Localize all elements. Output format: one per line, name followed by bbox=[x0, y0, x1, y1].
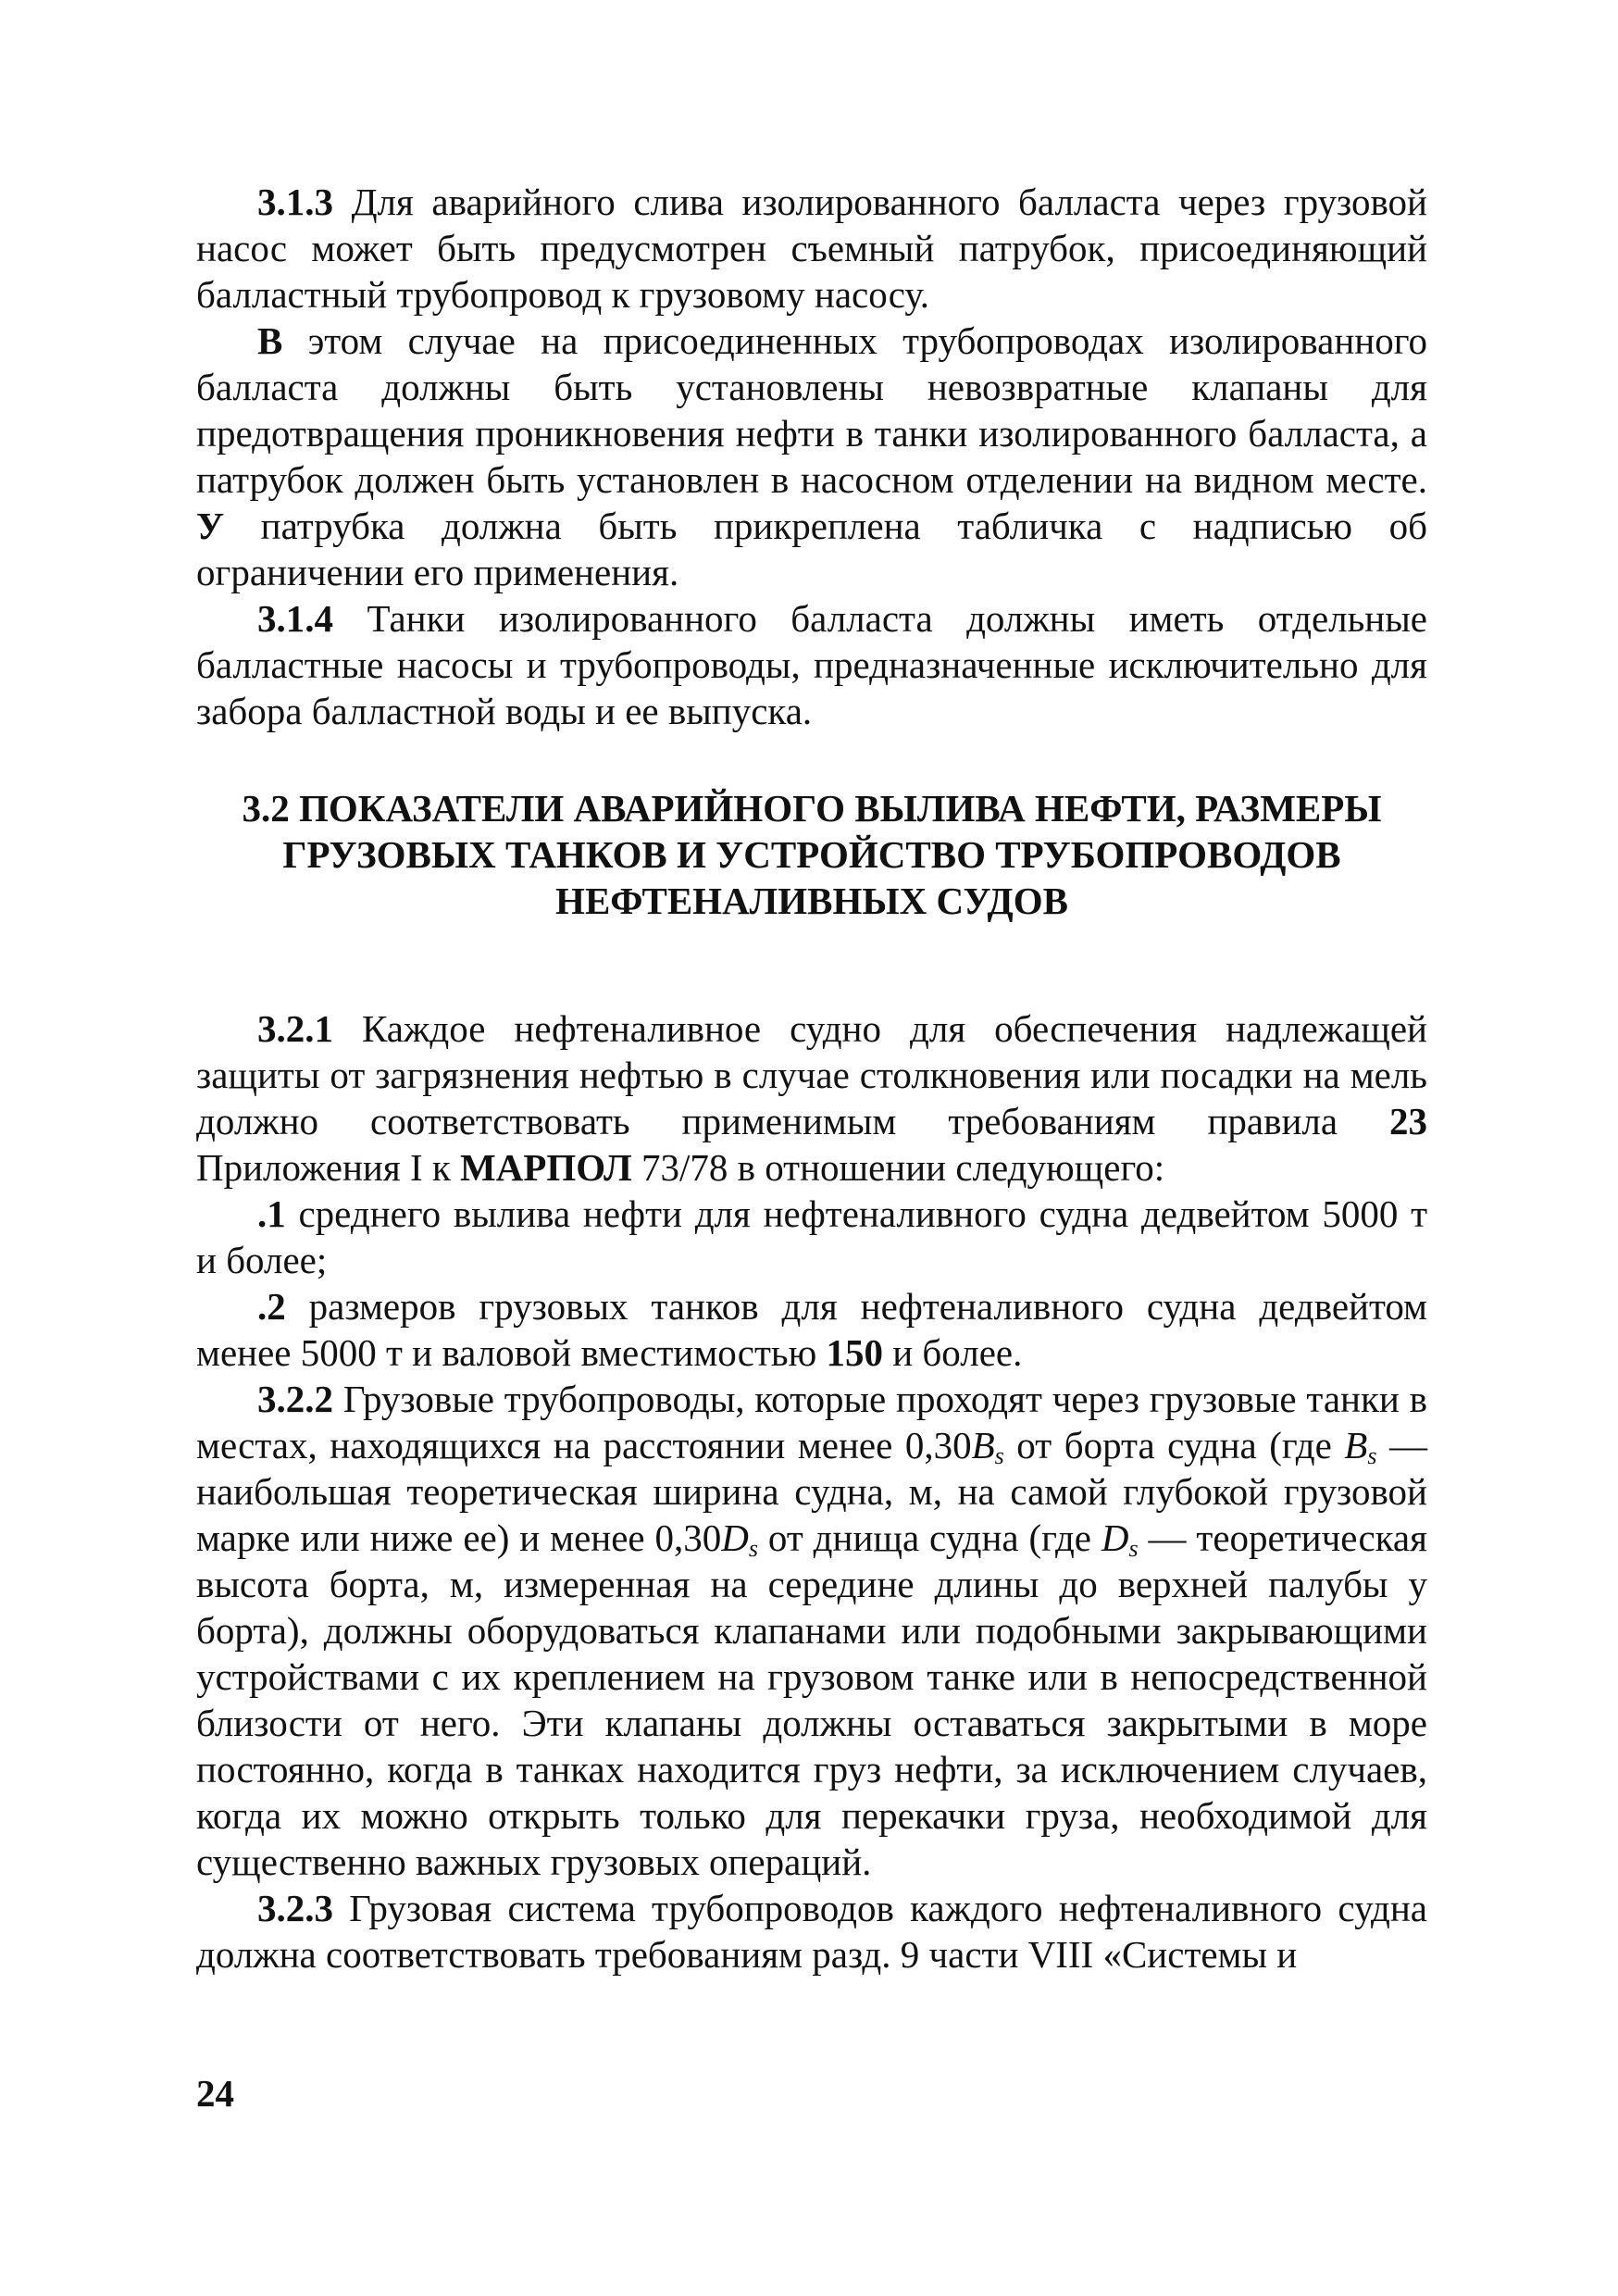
variable-b: B bbox=[971, 1424, 995, 1466]
paragraph-text: Грузовые трубопроводы, которые проходят через грузовые танки в местах, находящихся на расстоянии менее 0,30 bbox=[196, 1378, 1427, 1466]
paragraph-text: среднего вылива нефти для нефтеналивного судна дедвейтом 5000 т и более; bbox=[196, 1192, 1427, 1281]
paragraph-text: Грузовая система трубопроводов каждого нефтеналивного судна должна соответствовать требованиям разд. 9 части VIII «Системы и bbox=[196, 1887, 1427, 1976]
paragraph-3-1-4 bbox=[196, 595, 1427, 734]
clause-number: 3.1.3 bbox=[257, 181, 333, 223]
paragraph-text: размеров грузовых танков для нефтеналивного судна дедвейтом менее 5000 т и валовой вместимостью bbox=[196, 1285, 1427, 1374]
heading-line: ГРУЗОВЫХ ТАНКОВ И УСТРОЙСТВО ТРУБОПРОВОДОВ bbox=[282, 833, 1341, 876]
clause-number: 3.1.4 bbox=[257, 597, 333, 640]
clause-number: 3.2.2 bbox=[257, 1378, 333, 1420]
paragraph-lead: В bbox=[257, 319, 283, 362]
paragraph-3-1-3-continued bbox=[196, 318, 1427, 595]
convention-name: МАРПОЛ bbox=[460, 1146, 632, 1189]
page-number: 24 bbox=[196, 2072, 234, 2115]
paragraph-text: — наибольшая теоретическая ширина судна, м, на самой глубокой грузовой марке или ниже ее) и менее 0,30 bbox=[196, 1424, 1427, 1559]
clause-number: 3.2.3 bbox=[257, 1887, 333, 1929]
variable-subscript: s bbox=[994, 1442, 1004, 1469]
heading-line: 3.2 ПОКАЗАТЕЛИ АВАРИЙНОГО ВЫЛИВА НЕФТИ, РАЗМЕРЫ bbox=[242, 787, 1382, 830]
variable-d: D bbox=[1101, 1516, 1129, 1559]
paragraph-text: 73/78 в отношении следующего: bbox=[631, 1146, 1165, 1189]
paragraph-text: Танки изолированного балласта должны иметь отдельные балластные насосы и трубопроводы, предназначенные исключительно для забора балластной воды и ее выпуска. bbox=[196, 597, 1427, 732]
list-item-2 bbox=[196, 1283, 1427, 1376]
section-3-1-text bbox=[196, 179, 1427, 734]
paragraph-3-2-2 bbox=[196, 1376, 1427, 1885]
paragraph-lead: У bbox=[196, 505, 225, 547]
paragraph-text: Каждое нефтеналивное судно для обеспечения надлежащей защиты от загрязнения нефтью в случае столкновения или посадки на мель должно соответствовать применимым требованиям правила bbox=[196, 1007, 1427, 1142]
paragraph-text: от днища судна (где bbox=[757, 1516, 1101, 1559]
paragraph-text: Для аварийного слива изолированного балласта через грузовой насос может быть предусмотрен съемный патрубок, присоединяющий балластный трубопровод к грузовому насосу. bbox=[196, 181, 1427, 316]
variable-d: D bbox=[721, 1516, 749, 1559]
variable-b: B bbox=[1344, 1424, 1368, 1466]
variable-subscript: s bbox=[748, 1535, 758, 1562]
paragraph-3-2-3 bbox=[196, 1885, 1427, 1978]
item-number: .2 bbox=[257, 1285, 286, 1328]
paragraph-text: от борта судна (где bbox=[1003, 1424, 1345, 1466]
section-heading-3-2 bbox=[196, 785, 1427, 924]
clause-number: 3.2.1 bbox=[257, 1007, 333, 1050]
paragraph-3-1-3 bbox=[196, 179, 1427, 318]
paragraph-text: и более. bbox=[882, 1331, 1023, 1374]
section-3-2-text bbox=[196, 1005, 1427, 1978]
rule-number: 23 bbox=[1389, 1100, 1427, 1142]
variable-subscript: s bbox=[1367, 1442, 1377, 1469]
paragraph-text: — теоретическая высота борта, м, измеренная на середине длины до верхней палубы у борта), должны оборудоваться клапанами или подобными закрывающими устройствами с их креплением на грузовом танке или в непосредственной близости от него. Эти клапаны должны оставаться закрытыми в море постоянно, когда в танках находится груз нефти, за исключением случаев, когда их можно открыть только для перекачки груза, необходимой для существенно важных грузовых операций. bbox=[196, 1516, 1427, 1883]
paragraph-3-2-1 bbox=[196, 1005, 1427, 1191]
variable-subscript: s bbox=[1128, 1535, 1139, 1562]
paragraph-text: Приложения I к bbox=[196, 1146, 461, 1189]
paragraph-text: этом случае на присоединенных трубопроводах изолированного балласта должны быть установлены невозвратные клапаны для предотвращения проникновения нефти в танки изолированного балласта, а патрубок должен быть установлен в насосном отделении на видном месте. bbox=[196, 319, 1427, 501]
heading-line: НЕФТЕНАЛИВНЫХ СУДОВ bbox=[555, 880, 1068, 922]
tonnage-value: 150 bbox=[826, 1331, 883, 1374]
paragraph-text: патрубка должна быть прикреплена табличка с надписью об ограничении его применения. bbox=[196, 505, 1427, 593]
item-number: .1 bbox=[257, 1192, 286, 1235]
list-item-1 bbox=[196, 1191, 1427, 1283]
